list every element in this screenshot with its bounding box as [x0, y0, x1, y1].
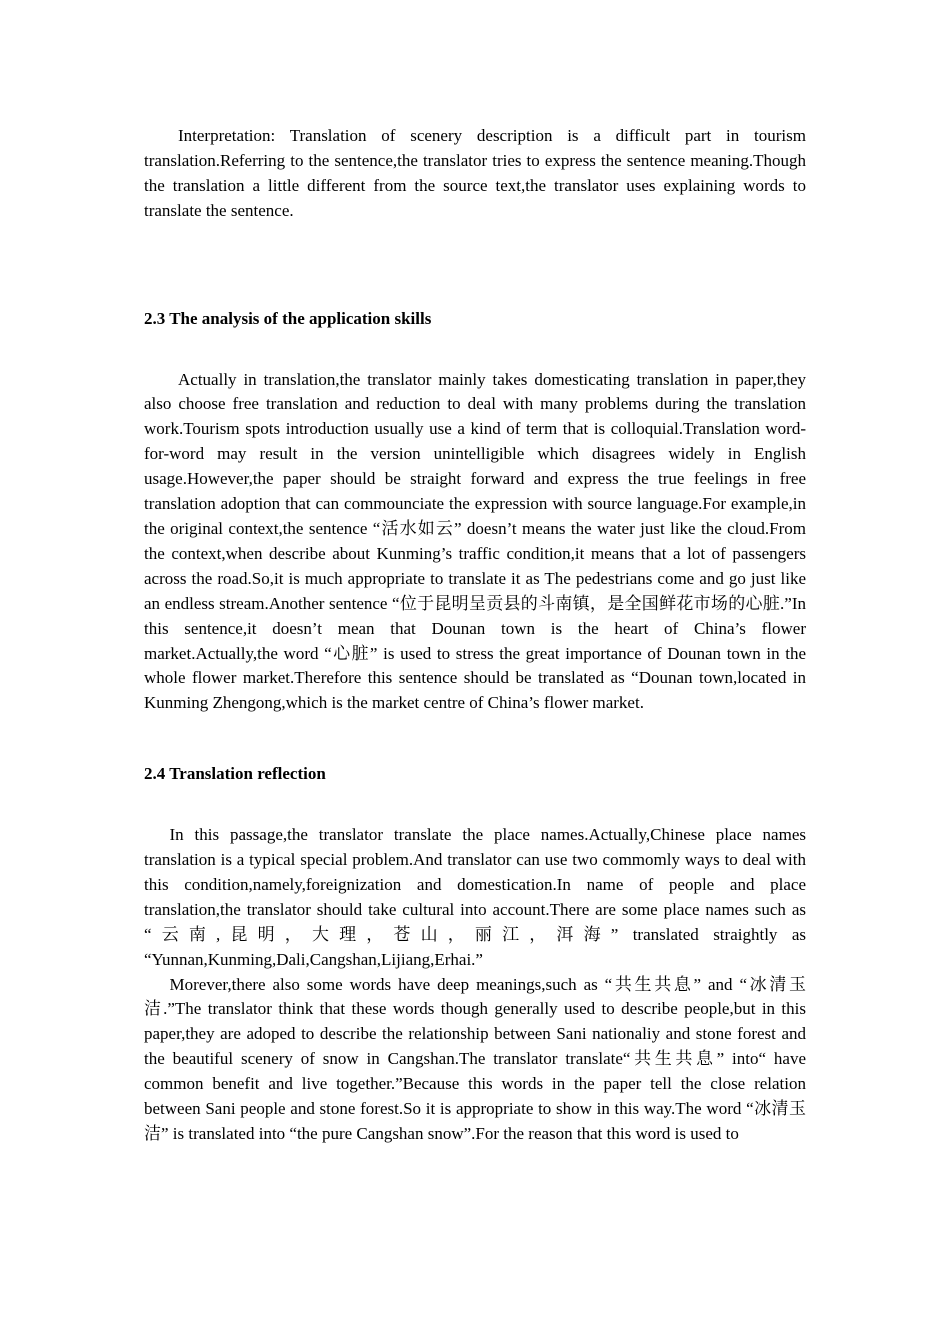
document-page: [144, 124, 806, 1147]
section-heading-2-3: 2.3 The analysis of the application skills: [144, 308, 432, 328]
section-heading-2-4: 2.4 Translation reflection: [144, 764, 326, 784]
application-skills-paragraph: Actually in translation,the translator mainly takes domesticating translation in paper,they also choose free translation and reduction to deal with many problems during the translation work.Tourism spots introduction usually use a kind of term that is colloquial.Translation word-for-word may result in the version unintelligible which disagrees widely in English usage.However,the paper should be straight forward and express the true feelings in free translation adoption that can commounciate the expression with source language.For example,in the original context,the sentence “活水如云” doesn’t means the water just like the cloud.From the context,when describe about Kunming’s traffic condition,it means that a lot of passengers across the road.So,it is much appropriate to translate it as The pedestrians come and go just like an endless stream.Another sentence “位于昆明呈贡县的斗南镇，是全国鲜花市场的心脏.”In this sentence,it doesn’t mean that Dounan town is the heart of China’s flower market.Actually,the word “心脏” is used to stress the great importance of Dounan town in the whole flower market.Therefore this sentence should be translated as “Dounan town,located in Kunming Zhengong,which is the market centre of China’s flower market.: [144, 369, 806, 713]
reflection-paragraph-1: In this passage,the translator translate the place names.Actually,Chinese place names translation is a typical special problem.And translator can use two commomly ways to deal with this condition,namely,foreignization and domestication.In name of people and place translation,the translator should take cultural into account.There are some place names such as “云南,昆明，大理，苍山，丽江，洱海” translated straightly as “Yunnan,Kunming,Dali,Cangshan,Lijiang,Erhai.”: [144, 825, 806, 969]
interpretation-paragraph: Interpretation: Translation of scenery description is a difficult part in tourism translation.Referring to the sentence,the translator tries to express the sentence meaning.Though the translation a little different from the source text,the translator uses explaining words to translate the sentence.: [144, 126, 806, 220]
reflection-paragraph-2: Morever,there also some words have deep meanings,such as “共生共息” and “冰清玉洁.”The translator think that these words though generally used to describe people,but in this paper,they are adoped to describe the relationship between Sani nationaliy and stone forest and the beautiful scenery of snow in Cangshan.The translator translate“共生共息” into“ have common benefit and live together.”Because this words in the paper tell the close relation between Sani people and stone forest.So it is appropriate to show in this way.The word “冰清玉洁” is translated into “the pure Cangshan snow”.For the reason that this word is used to: [144, 974, 806, 1143]
